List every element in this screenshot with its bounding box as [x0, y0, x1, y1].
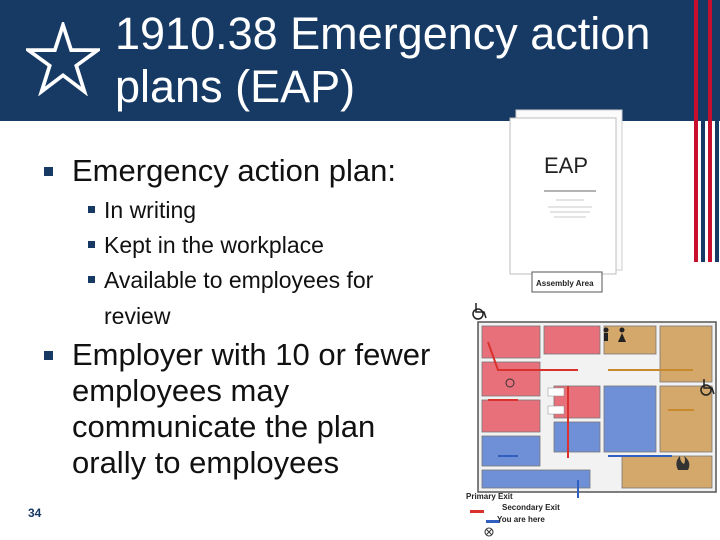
eap-document-image — [508, 108, 626, 276]
bullet-emergency-action-plan: Emergency action plan: — [72, 153, 396, 188]
sub-bullet-available-cont: review — [104, 303, 171, 329]
bullet-line: Employer with 10 or fewer — [72, 337, 431, 372]
title-line-1: 1910.38 Emergency action — [115, 8, 651, 59]
sub-bullet-marker — [88, 241, 95, 248]
legend-you-are-here: You are here — [497, 515, 545, 524]
bullet-marker — [44, 167, 53, 176]
bullet-line: orally to employees — [72, 445, 340, 480]
star-outline-icon — [26, 22, 100, 96]
bullet-line: communicate the plan — [72, 409, 376, 444]
sub-bullet-available: Available to employees for — [104, 267, 374, 293]
assembly-area-label: Assembly Area — [536, 279, 594, 288]
bullet-marker — [44, 351, 53, 360]
page-number: 34 — [28, 506, 42, 520]
bullet-employer-10-or-fewer — [72, 337, 430, 481]
sub-bullet-in-writing: In writing — [104, 197, 197, 223]
sub-bullet-marker — [88, 206, 95, 213]
eap-label: EAP — [544, 153, 589, 178]
flag-stripes — [692, 0, 720, 262]
legend-primary-exit: Primary Exit — [466, 492, 513, 501]
sub-bullet-kept-in-workplace: Kept in the workplace — [104, 232, 324, 258]
slide-title — [115, 7, 695, 113]
sub-bullet-marker — [88, 276, 95, 283]
legend-secondary-exit: Secondary Exit — [502, 503, 560, 512]
bullet-line: employees may — [72, 373, 290, 408]
title-line-2: plans (EAP) — [115, 61, 356, 112]
